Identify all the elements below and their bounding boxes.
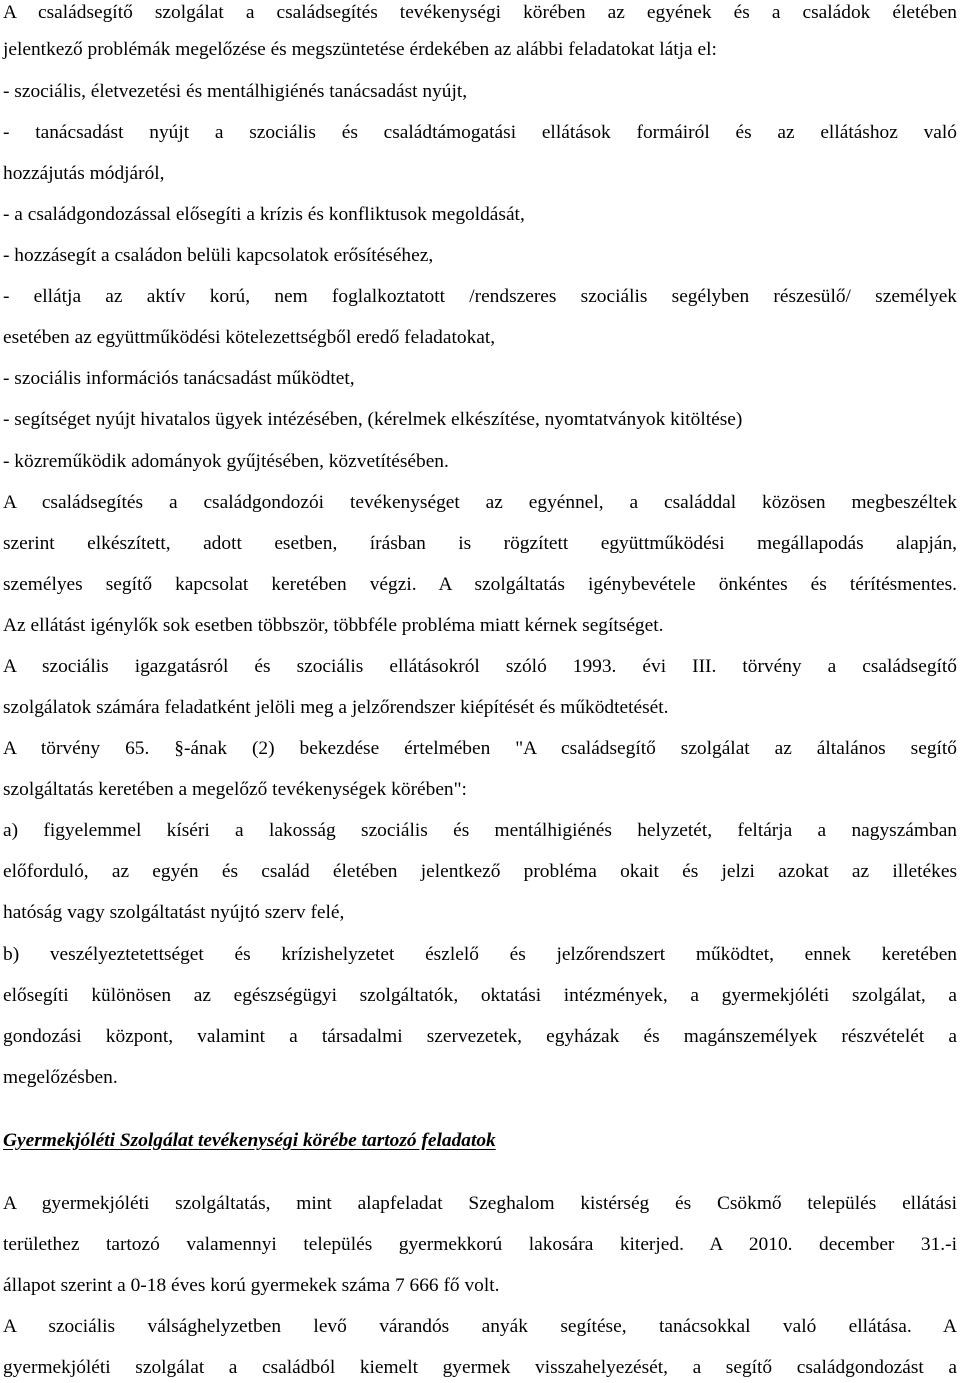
text-line: állapot szerint a 0-18 éves korú gyermekek száma 7 666 fő volt. bbox=[3, 1275, 500, 1296]
text-line: gyermekjóléti szolgálat a családból kiemelt gyermek visszahelyezését, a segítő családgondozást a bbox=[3, 1357, 957, 1378]
section-heading bbox=[3, 1127, 957, 1155]
text-line: - közreműködik adományok gyűjtésében, közvetítésében. bbox=[3, 451, 449, 472]
text-line: előforduló, az egyén és család életében jelentkező probléma okait és jelzi azokat az illetékes bbox=[3, 861, 957, 882]
text-line: személyes segítő kapcsolat keretében végzi. A szolgáltatás igénybevétele önkéntes és térítésmentes. bbox=[3, 574, 957, 595]
text-line: a) figyelemmel kíséri a lakosság szociális és mentálhigiénés helyzetét, feltárja a nagyszámban bbox=[3, 820, 957, 841]
text-line: elősegíti különösen az egészségügyi szolgáltatók, oktatási intézmények, a gyermekjóléti szolgálat, a bbox=[3, 985, 957, 1006]
text-line: A szociális válsághelyzetben levő várandós anyák segítése, tanácsokkal való ellátása. A bbox=[3, 1316, 957, 1337]
text-line: szolgáltatás keretében a megelőző tevékenységek körében": bbox=[3, 779, 467, 800]
text-line: - szociális információs tanácsadást működtet, bbox=[3, 368, 355, 389]
text-line: hozzájutás módjáról, bbox=[3, 163, 165, 184]
section-heading-text: Gyermekjóléti Szolgálat tevékenységi körébe tartozó feladatok bbox=[3, 1130, 496, 1151]
text-line: - hozzásegít a családon belüli kapcsolatok erősítéséhez, bbox=[3, 245, 434, 266]
text-line: jelentkező problémák megelőzése és megszüntetése érdekében az alábbi feladatokat látja el: bbox=[3, 39, 717, 60]
text-line: hatóság vagy szolgáltatást nyújtó szerv felé, bbox=[3, 902, 345, 923]
text-line: A családsegítő szolgálat a családsegítés tevékenységi körében az egyének és a családok életében bbox=[3, 2, 957, 23]
text-line: - ellátja az aktív korú, nem foglalkoztatott /rendszeres szociális segélyben részesülő/ személyek bbox=[3, 286, 957, 307]
text-line: gondozási központ, valamint a társadalmi szervezetek, egyházak és magánszemélyek részvételét a bbox=[3, 1026, 957, 1047]
text-line: megelőzésben. bbox=[3, 1067, 118, 1088]
text-line: A szociális igazgatásról és szociális ellátásokról szóló 1993. évi III. törvény a családsegítő bbox=[3, 656, 957, 677]
text-line: - segítséget nyújt hivatalos ügyek intézésében, (kérelmek elkészítése, nyomtatványok kitöltése) bbox=[3, 409, 743, 430]
text-line: szolgálatok számára feladatként jelöli meg a jelzőrendszer kiépítését és működtetését. bbox=[3, 697, 669, 718]
text-line: Az ellátást igénylők sok esetben többször, többféle probléma miatt kérnek segítséget. bbox=[3, 615, 664, 636]
text-line: A gyermekjóléti szolgáltatás, mint alapfeladat Szeghalom kistérség és Csökmő település ellátási bbox=[3, 1193, 957, 1214]
text-line: - szociális, életvezetési és mentálhigiénés tanácsadást nyújt, bbox=[3, 81, 468, 102]
text-line: területhez tartozó valamennyi település gyermekkorú lakosára kiterjed. A 2010. december 31.-i bbox=[3, 1234, 957, 1255]
text-line: A törvény 65. §-ának (2) bekezdése értelmében "A családsegítő szolgálat az általános segítő bbox=[3, 738, 957, 759]
text-line: szerint elkészített, adott esetben, írásban is rögzített együttműködési megállapodás alapján, bbox=[3, 533, 957, 554]
text-line: esetében az együttműködési kötelezettségből eredő feladatokat, bbox=[3, 327, 496, 348]
text-line: A családsegítés a családgondozói tevékenységet az egyénnel, a családdal közösen megbeszéltek bbox=[3, 492, 957, 513]
text-line: b) veszélyeztetettséget és krízishelyzetet észlelő és jelzőrendszert működtet, ennek keretében bbox=[3, 944, 957, 965]
text-line: - a családgondozással elősegíti a krízis és konfliktusok megoldását, bbox=[3, 204, 525, 225]
text-line: - tanácsadást nyújt a szociális és családtámogatási ellátások formáiról és az ellátáshoz való bbox=[3, 122, 957, 143]
